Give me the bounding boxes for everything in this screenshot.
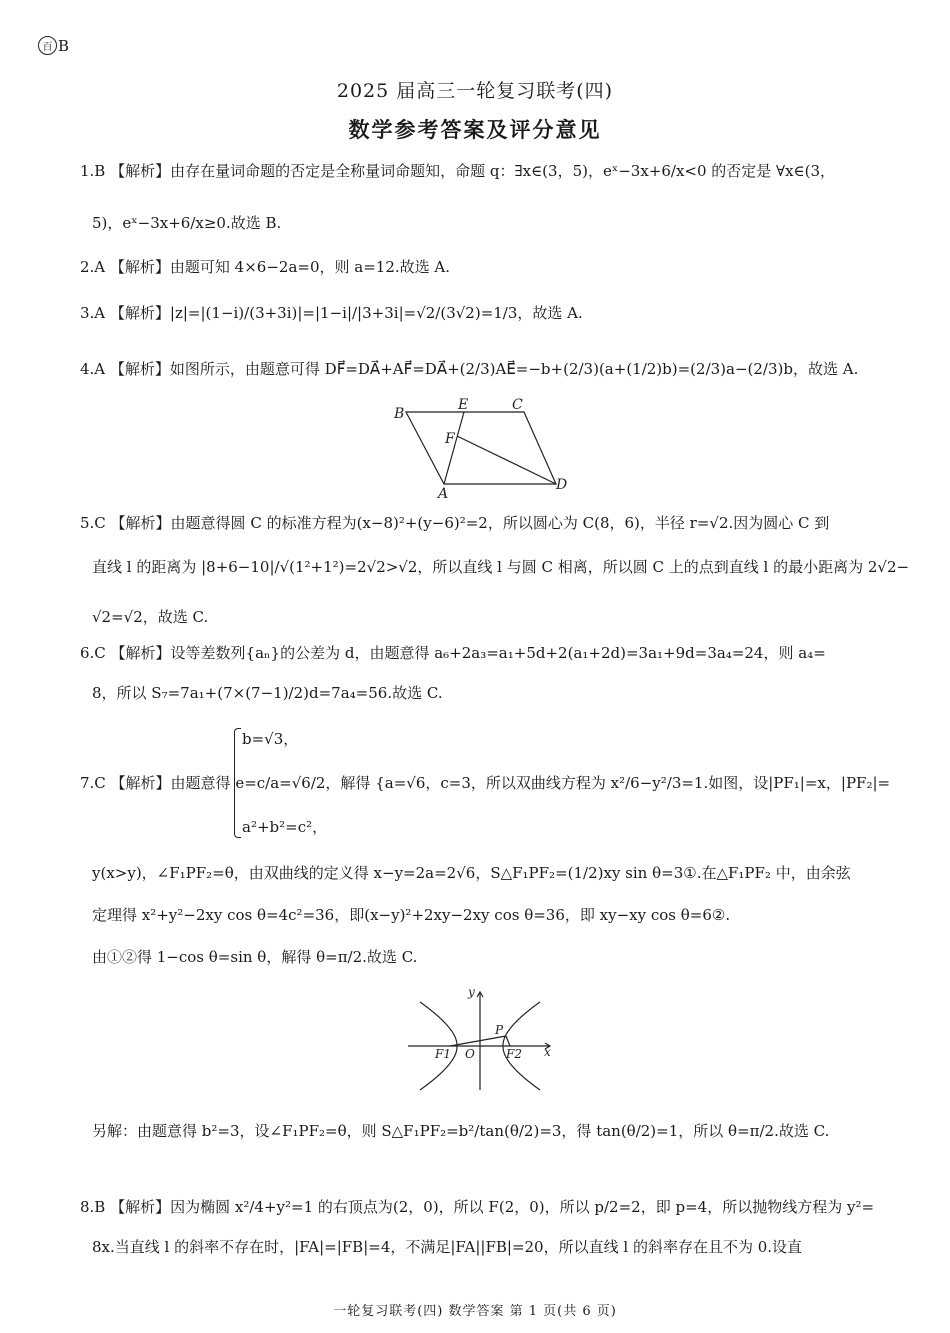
q8-line-1: 8.B 【解析】因为椭圆 x²/4+y²=1 的右顶点为(2，0)，所以 F(2，0)，所以 p/2=2，即 p=4，所以抛物线方程为 y²=: [80, 1198, 875, 1216]
label-B: B: [394, 406, 405, 422]
q7-alt-solution: 另解：由题意得 b²=3，设∠F₁PF₂=θ，则 S△F₁PF₂=b²/tan(θ/2)=3，得 tan(θ/2)=1，所以 θ=π/2.故选 C.: [92, 1122, 830, 1140]
label-F1: F1: [435, 1047, 451, 1061]
q3-line: 3.A 【解析】|z|=|(1−i)/(3+3i)|=|1−i|/|3+3i|=√2/(3√2)=1/3，故选 A.: [80, 304, 583, 322]
hyperbola-figure: [402, 984, 562, 1096]
label-y: y: [468, 985, 475, 999]
label-F2: F2: [506, 1047, 522, 1061]
exam-title: 2025 届高三一轮复习联考(四): [336, 80, 614, 102]
q7-line-1: 7.C 【解析】由题意得 e=c/a=√6/2，解得 {a=√6，c=3，所以双曲线方程为 x²/6−y²/3=1.如图，设|PF₁|=x，|PF₂|=: [80, 774, 891, 792]
label-C: C: [512, 397, 523, 413]
q5-line-1: 5.C 【解析】由题意得圆 C 的标准方程为(x−8)²+(y−6)²=2，所以圆心为 C(8，6)，半径 r=√2.因为圆心 C 到: [80, 514, 830, 532]
label-E: E: [458, 397, 469, 413]
q8-line-2: 8x.当直线 l 的斜率不存在时，|FA|=|FB|=4，不满足|FA||FB|=20，所以直线 l 的斜率存在且不为 0.设直: [92, 1238, 803, 1256]
label-F: F: [445, 431, 455, 447]
q6-line-2: 8，所以 S₇=7a₁+(7×(7−1)/2)d=7a₄=56.故选 C.: [92, 684, 443, 702]
answer-key-title: 数学参考答案及评分意见: [348, 117, 602, 142]
publisher-logo: [38, 36, 69, 55]
logo-letter: B: [58, 36, 70, 55]
label-O: O: [465, 1047, 475, 1061]
parallelogram-figure: [380, 396, 580, 502]
q7-line-3: 定理得 x²+y²−2xy cos θ=4c²=36，即(x−y)²+2xy−2xy cos θ=36，即 xy−xy cos θ=6②.: [92, 906, 731, 924]
page-footer: 一轮复习联考(四) 数学答案 第 1 页(共 6 页): [333, 1304, 617, 1319]
logo-glyph: 百: [38, 36, 57, 55]
label-D: D: [556, 477, 568, 493]
q6-line-1: 6.C 【解析】设等差数列{aₙ}的公差为 d，由题意得 a₆+2a₃=a₁+5d+2(a₁+2d)=3a₁+9d=3a₄=24，则 a₄=: [80, 644, 826, 662]
label-A: A: [438, 486, 449, 502]
q4-line: 4.A 【解析】如图所示，由题意可得 DF⃗=DA⃗+AF⃗=DA⃗+(2/3)AE⃗=−b+(2/3)(a+(1/2)b)=(2/3)a−(2/3)b，故选 A.: [80, 360, 859, 378]
q1-line-1: 1.B 【解析】由存在量词命题的否定是全称量词命题知，命题 q：∃x∈(3，5)，eˣ−3x+6/x<0 的否定是 ∀x∈(3，: [80, 162, 836, 180]
q7-line-4: 由①②得 1−cos θ=sin θ，解得 θ=π/2.故选 C.: [92, 948, 418, 966]
q1-line-2: 5)，eˣ−3x+6/x≥0.故选 B.: [92, 214, 282, 232]
label-P: P: [495, 1023, 504, 1037]
q5-line-2: 直线 l 的距离为 |8+6−10|/√(1²+1²)=2√2>√2，所以直线 l 与圆 C 相离，所以圆 C 上的点到直线 l 的最小距离为 2√2−: [92, 558, 910, 576]
q7-system-row-3: a²+b²=c²，: [242, 818, 328, 836]
label-x: x: [544, 1045, 551, 1059]
q5-line-3: √2=√2，故选 C.: [92, 608, 209, 626]
q2-line: 2.A 【解析】由题可知 4×6−2a=0，则 a=12.故选 A.: [80, 258, 451, 276]
q7-system-row-1: b=√3，: [242, 730, 299, 748]
q7-line-2: y(x>y)，∠F₁PF₂=θ，由双曲线的定义得 x−y=2a=2√6，S△F₁PF₂=(1/2)xy sin θ=3①.在△F₁PF₂ 中，由余弦: [92, 864, 851, 882]
